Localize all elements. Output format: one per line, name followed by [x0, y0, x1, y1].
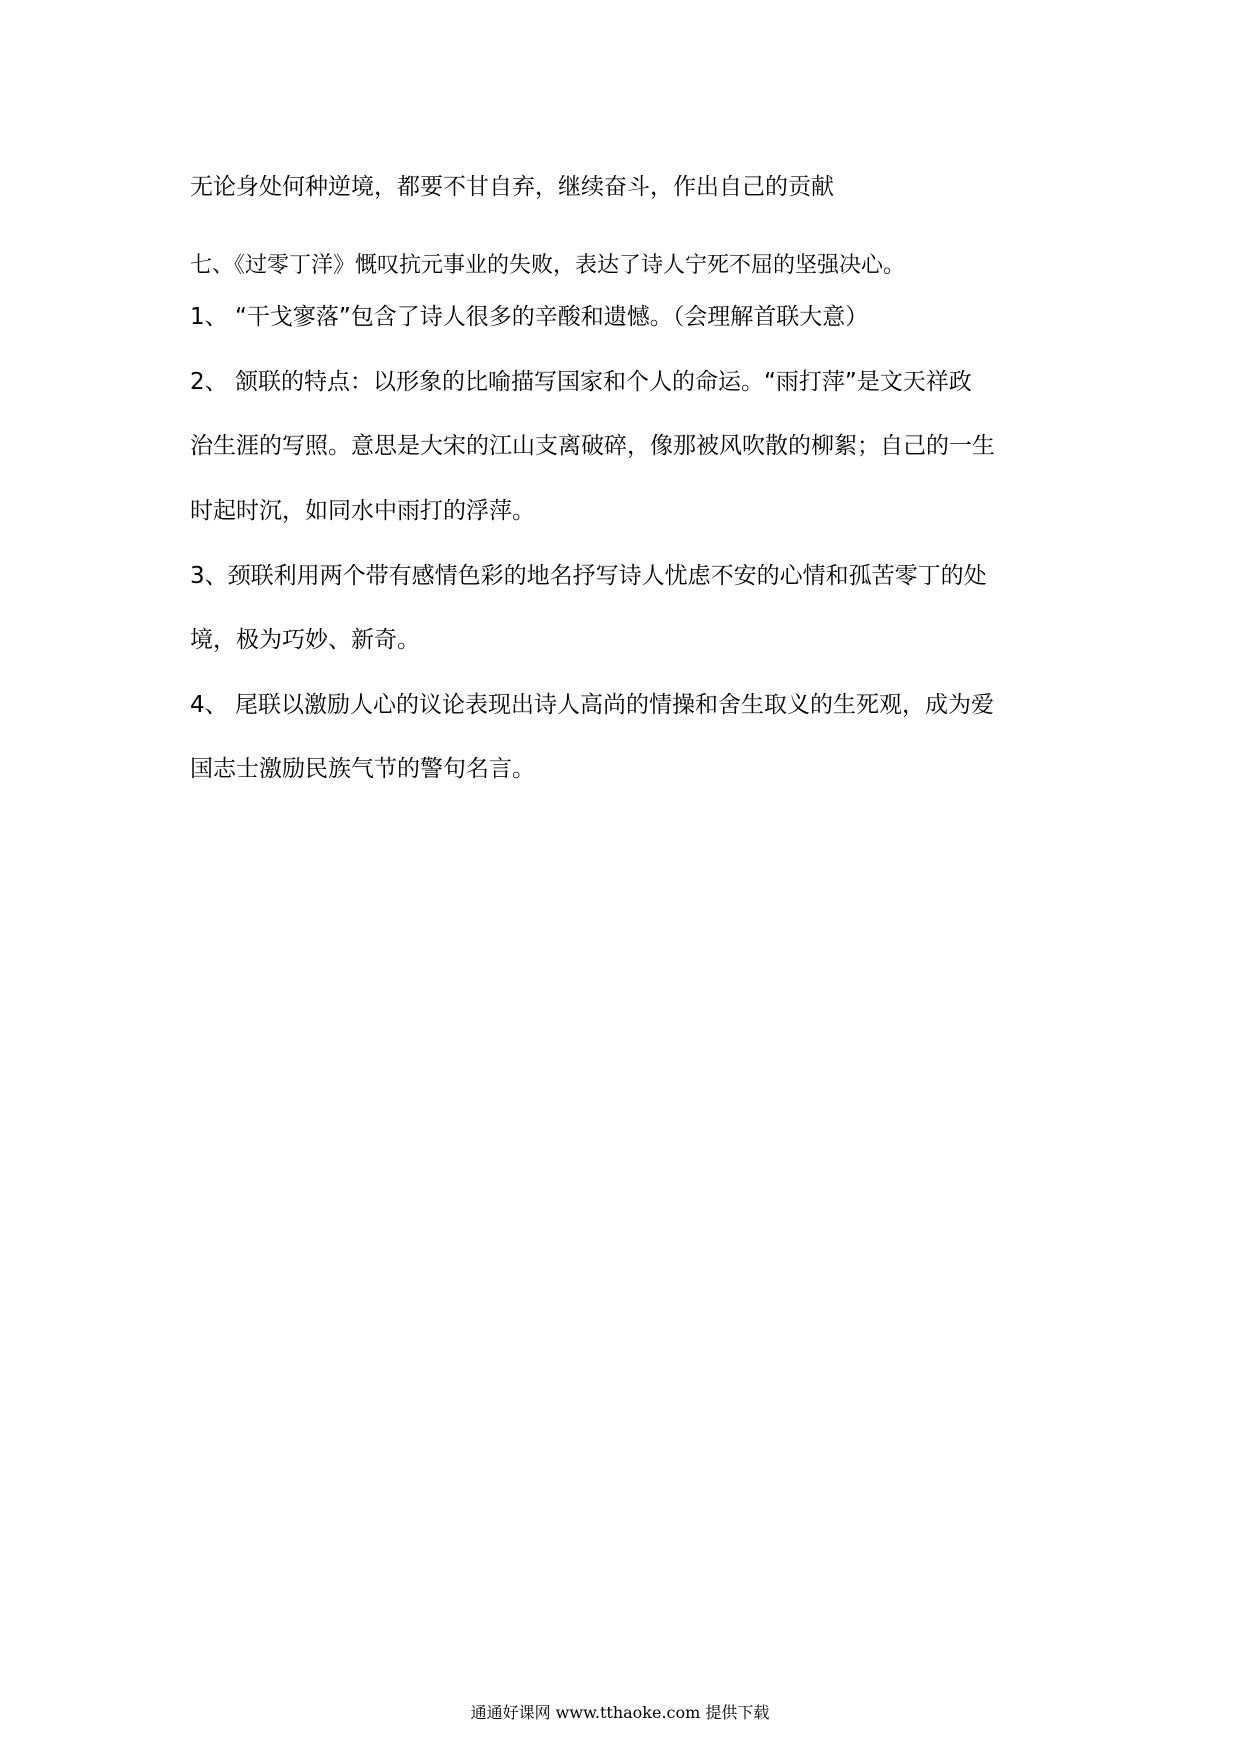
- text-line-conclusion: 无论身处何种逆境，都要不甘自弃，继续奋斗，作出自己的贡献: [190, 174, 834, 200]
- point-4-text-line-2: 国志士激励民族气节的警句名言。: [190, 756, 535, 782]
- section-heading-guo-ling-ding-yang: 七、《过零丁洋》慨叹抗元事业的失败，表达了诗人宁死不屈的坚强决心。: [190, 253, 906, 278]
- point-2-text-line-1: 2、 颔联的特点：以形象的比喻描写国家和个人的命运。“雨打萍”是文天祥政: [190, 369, 972, 395]
- point-3-text-line-1: 3、颈联利用两个带有感情色彩的地名抒写诗人忧虑不安的心情和孤苦零丁的处: [190, 563, 987, 589]
- page-footer: 通通好课网 www.tthaoke.com 提供下载: [470, 1703, 770, 1722]
- point-1-text: 1、 “干戈寥落”包含了诗人很多的辛酸和遗憾。（会理解首联大意）: [190, 304, 869, 330]
- point-4-text-line-1: 4、 尾联以激励人心的议论表现出诗人高尚的情操和舍生取义的生死观，成为爱: [190, 692, 994, 718]
- point-2-text-line-2: 治生涯的写照。意思是大宋的江山支离破碎，像那被风吹散的柳絮；自己的一生: [190, 433, 995, 459]
- point-3-text-line-2: 境，极为巧妙、新奇。: [190, 627, 420, 653]
- point-2-text-line-3: 时起时沉，如同水中雨打的浮萍。: [190, 498, 535, 524]
